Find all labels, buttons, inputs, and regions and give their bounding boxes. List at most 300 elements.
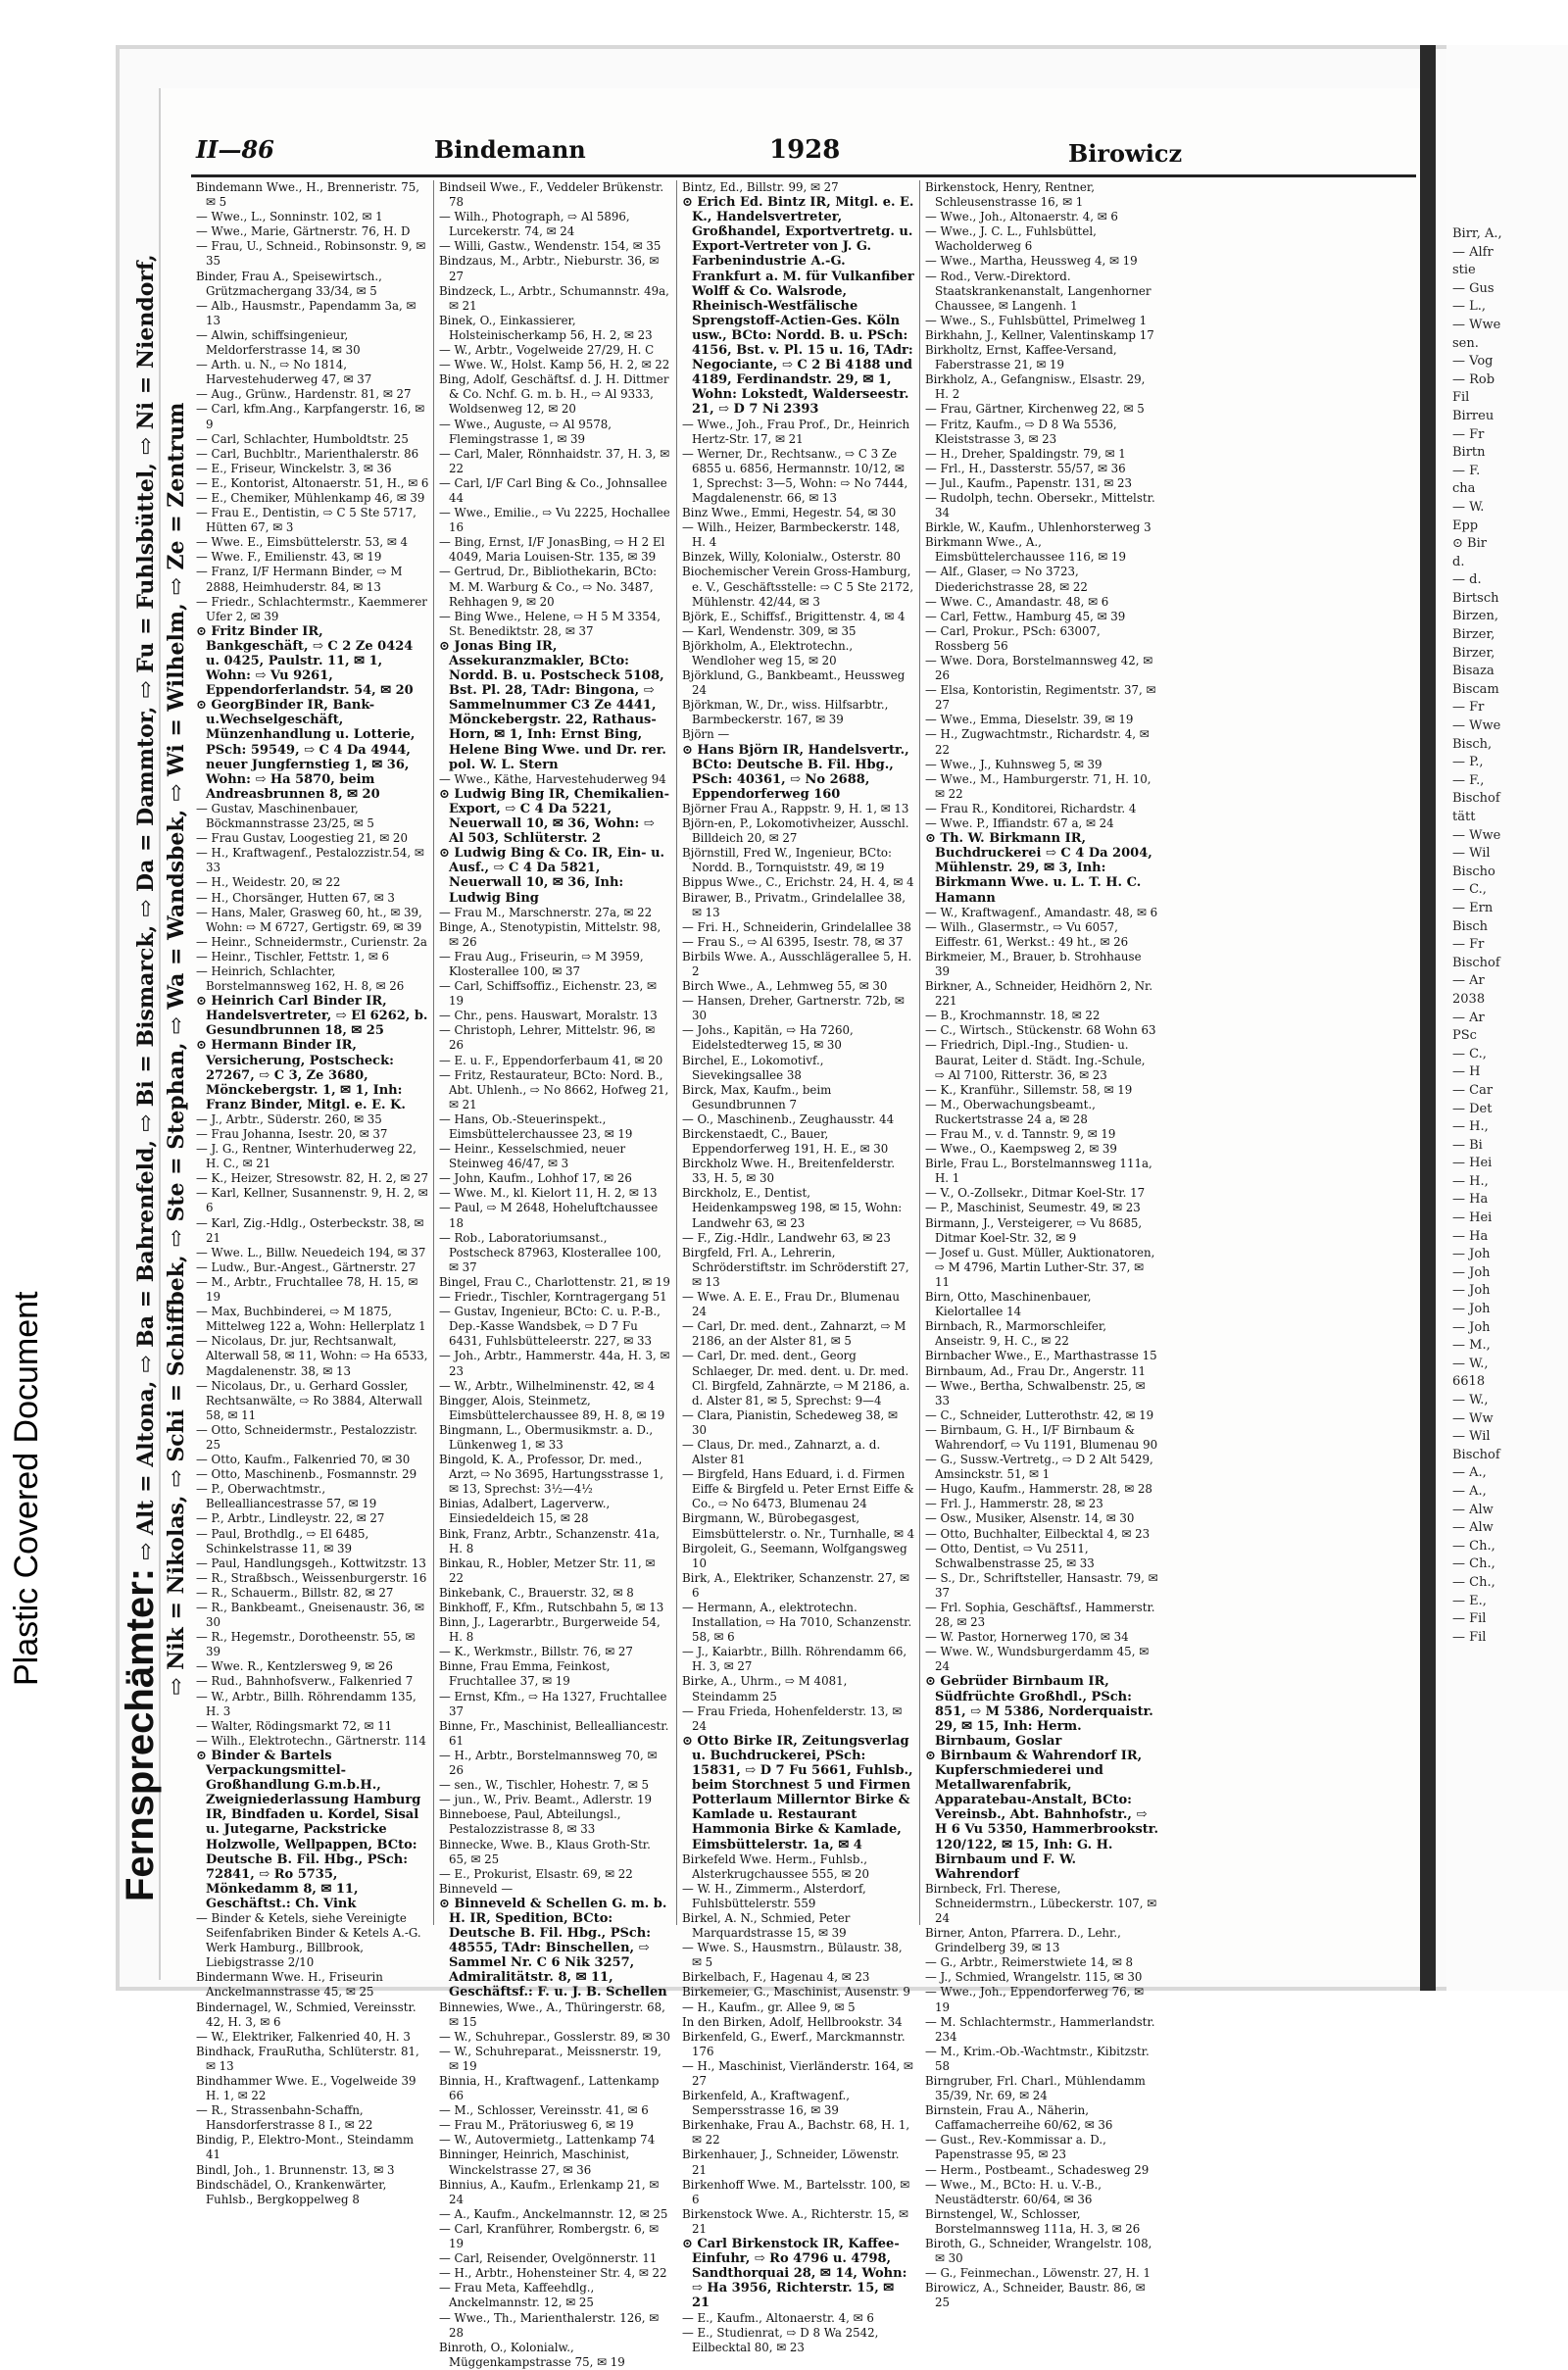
legend-line-2: ⇨ Nik = Nikolas, ⇨ Schi = Schiffbek, ⇨ Ste = Stephan, ⇨ Wa = Wandsbek, ⇨ Wi = Wilhelm, ⇨ Ze = Zentrum (164, 402, 189, 1696)
directory-entry: Birnstengel, W., Schlosser, Borstelmannsweg 111a, H. 3, ✉ 26 (925, 2206, 1141, 2236)
directory-entry: Binge, A., Stenotypistin, Mittelstr. 98, ✉ 26 (439, 919, 662, 949)
fragment-line: Birzen, (1452, 609, 1498, 624)
directory-entry: — John, Kaufm., Lohhof 17, ✉ 26 (439, 1171, 632, 1186)
directory-entry: — Paul, ⇨ M 2648, Hoheluftchaussee 18 (439, 1201, 659, 1230)
legend-line-1: ⇨ Alt = Altona, ⇨ Ba = Bahrenfeld, ⇨ Bi = Bismarck, ⇨ Da = Dammtor, ⇨ Fu = Fuhlsbüttel, ⇨ Ni = Niendorf, (133, 254, 159, 1561)
fragment-line: — W. (1452, 499, 1485, 515)
fragment-line: — Wwe (1452, 827, 1501, 843)
directory-entry: — V., O.-Zollsekr., Ditmar Koel-Str. 17 (925, 1186, 1146, 1201)
directory-entry: Bindernagel, W., Schmied, Vereinsstr. 42, H. 3, ✉ 6 (196, 2000, 416, 2029)
directory-entry: — Carl, Kranführer, Rombergstr. 6, ✉ 19 (439, 2221, 660, 2251)
directory-entry: — W., Schuhrepar., Gosslerstr. 89, ✉ 30 (439, 2029, 670, 2044)
directory-entry: Binninger, Heinrich, Maschinist, Winckelstrasse 27, ✉ 36 (439, 2148, 630, 2177)
fragment-line: — Alfr (1452, 244, 1494, 260)
directory-entry: ⊙ Jonas Bing IR, Assekuranzmakler, BCto: Nordd. B. u. Postscheck 5108, Bst. Pl. 28, TAdr: Bingona, ⇨ Sammelnummer C3 Ze 4441, Mönckebergstr. 22, Rathaus-Horn, ✉ 1, Inh: Ernst Bing, Helene Bing Wwe. und Dr. rer. pol. W. L. Stern (439, 638, 666, 772)
directory-entry: — G., Feinmechan., Löwenstr. 27, H. 1 (925, 2266, 1151, 2281)
directory-entry: Birawer, B., Privatm., Grindelallee 38, ✉ 13 (682, 890, 906, 919)
directory-entry: Birkemeier, G., Maschinist, Ausenstr. 9 (682, 1985, 910, 2000)
directory-entry: — Wwe., Emilie., ⇨ Vu 2225, Hochallee 16 (439, 506, 670, 535)
directory-entry: — W., Autovermietg., Lattenkamp 74 (439, 2133, 656, 2148)
fragment-line: — W., (1452, 1393, 1489, 1407)
directory-entry: — Carl, kfm.Ang., Karpfangerstr. 16, ✉ 9 (196, 402, 425, 431)
fragment-line: — Joh (1452, 1302, 1491, 1317)
directory-entry: — R., Strassenbahn-Schaffn, Hansdorferstrasse 8 I., ✉ 22 (196, 2103, 373, 2133)
directory-entry: — Wwe., Marie, Gärtnerstr. 76, H. D (196, 224, 411, 239)
directory-entry: Bindzaus, M., Arbtr., Nieburstr. 36, ✉ 27 (439, 254, 660, 283)
directory-entry: Birnbaum, Ad., Frau Dr., Angerstr. 11 (925, 1363, 1147, 1378)
directory-entry: — Wwe., Bertha, Schwalbenstr. 25, ✉ 33 (925, 1378, 1146, 1407)
fragment-line: Biscam (1452, 681, 1499, 697)
directory-entry: — Rob., Laboratoriumsanst., Postscheck 87963, Klosterallee 100, ✉ 37 (439, 1230, 662, 1274)
fragment-line: — Joh (1452, 1247, 1491, 1262)
fragment-line: Epp (1452, 518, 1479, 533)
directory-entry: — Hugo, Kaufm., Hammerstr. 28, ✉ 28 (925, 1482, 1152, 1497)
directory-entry: — Wwe. Dora, Borstelmannsweg 42, ✉ 26 (925, 654, 1153, 683)
directory-entry: — Alwin, schiffsingenieur, Meldorferstrasse 14, ✉ 30 (196, 327, 361, 358)
directory-entry: ⊙ Hermann Binder IR, Versicherung, Postscheck: 27267, ⇨ C 3, Ze 3680, Mönckebergstr. 1, ✉ 1, Inh: Franz Binder, Mitgl. e. E. K. (196, 1038, 406, 1112)
directory-entry: — Carl, Schiffsoffiz., Eichenstr. 23, ✉ 19 (439, 979, 657, 1009)
fragment-line: — d. (1452, 572, 1482, 588)
directory-entry: — R., Schauerm., Billstr. 82, ✉ 27 (196, 1585, 394, 1600)
directory-entry: — Wwe. F., Emilienstr. 43, ✉ 19 (196, 550, 382, 565)
directory-entry: — H., Maschinist, Vierländerstr. 164, ✉ 27 (682, 2058, 913, 2088)
directory-entry: Birnstein, Frau A., Näherin, Caffamacherreihe 60/62, ✉ 36 (925, 2103, 1113, 2133)
fragment-line: — Wil (1452, 846, 1491, 862)
directory-column-2 (439, 180, 672, 2369)
directory-entry: — Otto, Maschinenb., Fosmannstr. 29 (196, 1467, 417, 1482)
directory-entry: Bindl, Joh., 1. Brunnenstr. 13, ✉ 3 (196, 2162, 395, 2177)
directory-entry: Biochemischer Verein Gross-Hamburg, e. V., Geschäftsstelle: ⇨ C 5 Ste 2172, Mühlenstr. 42/44, ✉ 3 (682, 565, 914, 609)
directory-entry: Binias, Adalbert, Lagerverw., Einsiedeldeich 15, ✉ 28 (439, 1497, 611, 1526)
directory-entry: — Wwe., J. C. L., Fuhlsbüttel, Wacholderweg 6 (925, 224, 1097, 254)
fragment-line: — Joh (1452, 1283, 1491, 1299)
directory-entry: — Binder & Ketels, siehe Vereinigte Seifenfabriken Binder & Ketels A.-G. Werk Hamburg., Billbrook, Liebigstrasse 2/10 (196, 1910, 421, 1970)
fragment-line: Birtn (1452, 445, 1486, 461)
fragment-line: 6618 (1452, 1374, 1486, 1390)
directory-entry: — Carl, Buchbltr., Marienthalerstr. 86 (196, 446, 419, 461)
directory-entry: Birkenfeld, A., Kraftwagenf., Sempersstrasse 16, ✉ 39 (682, 2089, 851, 2118)
directory-entry: Binnecke, Wwe. B., Klaus Groth-Str. 65, ✉ 25 (439, 1837, 651, 1866)
directory-entry: — S., Dr., Schriftsteller, Hansastr. 79, ✉ 37 (925, 1570, 1158, 1600)
directory-entry: Björkman, W., Dr., wiss. Hilfsarbtr., Barmbeckerstr. 167, ✉ 39 (682, 698, 889, 727)
directory-entry: ⊙ Fritz Binder IR, Bankgeschäft, ⇨ C 2 Ze 0424 u. 0425, Paulstr. 11, ✉ 1, Wohn: ⇨ Vu 9261, Eppendorferlandstr. 54, ✉ 20 (196, 623, 414, 699)
directory-entry: ⊙ Hans Björn IR, Handelsvertr., BCto: Deutsche B. Fil. Hbg., PSch: 40361, ⇨ No 2688, Eppendorferweg 160 (682, 742, 909, 802)
directory-entry: — E., Studienrat, ⇨ D 8 Wa 2542, Eilbecktal 80, ✉ 23 (682, 2325, 879, 2354)
directory-entry: — E., Chemiker, Mühlenkamp 46, ✉ 39 (196, 490, 425, 505)
directory-entry: Birckenstaedt, C., Bauer, Eppendorferweg 191, H. E., ✉ 30 (682, 1127, 889, 1157)
directory-entry: — K., Heizer, Stresowstr. 82, H. 2, ✉ 27 (196, 1171, 428, 1186)
directory-entry: — H., Zugwachtmstr., Richardstr. 4, ✉ 22 (925, 727, 1150, 757)
directory-entry: — Wilh., Glasermstr., ⇨ Vu 6057, Eiffestr. 61, Werkst.: 49 ht., ✉ 26 (925, 919, 1129, 949)
directory-entry: Birle, Frau L., Borstelmannsweg 111a, H. 1 (925, 1157, 1152, 1186)
directory-entry: Birkenfeld, G., Ewerf., Marckmannstr. 176 (682, 2029, 906, 2058)
directory-entry: Binne, Frau Emma, Feinkost, Fruchtallee 37, ✉ 19 (439, 1659, 611, 1689)
directory-entry: Binnia, H., Kraftwagenf., Lattenkamp 66 (439, 2074, 660, 2103)
directory-entry: — Wwe., Käthe, Harvestehuderweg 94 (439, 771, 666, 786)
directory-entry: Bindzeck, L., Arbtr., Schumannstr. 49a, ✉ 21 (439, 283, 669, 313)
directory-entry: — H., Arbtr., Hohensteiner Str. 4, ✉ 22 (439, 2266, 667, 2281)
directory-entry: — Wilh., Heizer, Barmbeckerstr. 148, H. 4 (682, 520, 901, 550)
directory-entry: — Karl, Zig.-Hdlg., Osterbeckstr. 38, ✉ 21 (196, 1215, 424, 1245)
directory-entry: — Joh., Arbtr., Hammerstr. 44a, H. 3, ✉ 23 (439, 1349, 670, 1378)
directory-entry: — Wwe., Joh., Eppendorferweg 76, ✉ 19 (925, 1985, 1145, 2014)
directory-entry: — Frau, U., Schneid., Robinsonstr. 9, ✉ 35 (196, 239, 426, 269)
directory-entry: — Wilh., Photograph, ⇨ Al 5896, Lurcekerstr. 74, ✉ 24 (439, 210, 630, 239)
directory-entry: Binnewies, Wwe., A., Thüringerstr. 68, ✉ 15 (439, 2000, 665, 2029)
directory-entry: Björklund, G., Bankbeamt., Heussweg 24 (682, 668, 906, 698)
fragment-line: — Alw (1452, 1502, 1494, 1517)
directory-column-1 (196, 180, 429, 2206)
directory-entry: — Claus, Dr. med., Zahnarzt, a. d. Alster 81 (682, 1437, 881, 1467)
directory-entry: — Rud., Bahnhofsverw., Falkenried 7 (196, 1674, 414, 1689)
page-header (196, 135, 1411, 174)
directory-entry: Birkhahn, J., Kellner, Valentinskamp 17 (925, 327, 1154, 342)
page-reference: II—86 (196, 135, 274, 164)
directory-entry: Birkenstock Wwe. A., Richterstr. 15, ✉ 21 (682, 2206, 908, 2236)
directory-entry: ⊙ Gebrüder Birnbaum IR, Südfrüchte Großhdl., PSch: 851, ⇨ M 5386, Norderquaistr. 29, ✉ 15, Inh: Herm. Birnbaum, Goslar (925, 1674, 1153, 1749)
fragment-line: cha (1452, 481, 1476, 497)
directory-entry: Binn, J., Lagerarbtr., Burgerweide 54, H. 8 (439, 1615, 661, 1645)
directory-entry: Birnbacher Wwe., E., Marthastrasse 15 (925, 1349, 1157, 1363)
directory-entry: Binneveld — (439, 1881, 514, 1896)
directory-entry: — Wwe. L., Billw. Neuedeich 194, ✉ 37 (196, 1245, 426, 1259)
directory-entry: — M., Oberwachungsbeamt., Ruckertstrasse 24 a, ✉ 28 (925, 1097, 1096, 1126)
directory-entry: Binz Wwe., Emmi, Hegestr. 54, ✉ 30 (682, 506, 897, 520)
directory-entry: Bindig, P., Elektro-Mont., Steindamm 41 (196, 2133, 415, 2162)
directory-entry: Birke, A., Uhrm., ⇨ M 4081, Steindamm 25 (682, 1674, 848, 1703)
directory-entry: — Otto, Kaufm., Falkenried 70, ✉ 30 (196, 1453, 411, 1467)
directory-entry: — W., Arbtr., Vogelweide 27/29, H. C (439, 343, 655, 358)
directory-entry: Birnbach, R., Marmorschleifer, Anseistr. 9, H. C., ✉ 22 (925, 1319, 1107, 1349)
fragment-line: — Ha (1452, 1228, 1489, 1244)
directory-entry: — E., Kontorist, Altonaerstr. 51, H., ✉ 6 (196, 475, 429, 490)
directory-entry: — Wwe., Joh., Frau Prof., Dr., Heinrich Hertz-Str. 17, ✉ 21 (682, 417, 910, 446)
directory-entry: — Wwe., M., Hamburgerstr. 71, H. 10, ✉ 22 (925, 771, 1152, 801)
directory-entry: — Fritz, Restaurateur, BCto: Nord. B., Abt. Uhlenh., ⇨ No 8662, Hofweg 21, ✉ 21 (439, 1067, 669, 1111)
directory-entry: Björkholm, A., Elektrotechn., Wendloher weg 15, ✉ 20 (682, 638, 854, 667)
fragment-line: Birreu (1452, 408, 1494, 423)
directory-entry: — Wwe., Th., Marienthalerstr. 126, ✉ 28 (439, 2310, 660, 2340)
directory-entry: — Wwe. M., kl. Kielort 11, H. 2, ✉ 13 (439, 1186, 658, 1201)
directory-entry: — Wwe., S., Fuhlsbüttel, Primelweg 1 (925, 313, 1148, 327)
fragment-line: Birzer, (1452, 627, 1495, 643)
directory-entry: — Josef u. Gust. Müller, Auktionatoren, ⇨ M 4796, Martin Luther-Str. 37, ✉ 11 (925, 1245, 1155, 1289)
directory-entry: — Birnbaum, G. H., I/F Birnbaum & Wahrendorf, ⇨ Vu 1191, Blumenau 90 (925, 1422, 1158, 1452)
directory-entry: — Friedr., Tischler, Korntragergang 51 (439, 1290, 667, 1305)
directory-entry: — J., Schmied, Wrangelstr. 115, ✉ 30 (925, 1970, 1143, 1985)
directory-entry: Bingmann, L., Obermusikmstr. a. D., Lünkenweg 1, ✉ 33 (439, 1422, 654, 1452)
directory-entry: — Frl., H., Dassterstr. 55/57, ✉ 36 (925, 461, 1126, 475)
directory-entry: — Fritz, Kaufm., ⇨ D 8 Wa 5536, Kleiststrasse 3, ✉ 23 (925, 417, 1117, 446)
directory-entry: — Chr., pens. Hauswart, Moralstr. 13 (439, 1009, 658, 1023)
directory-entry: — Carl, Prokur., PSch: 63007, Rossberg 56 (925, 623, 1101, 653)
directory-entry: ⊙ Ludwig Bing IR, Chemikalien-Export, ⇨ C 4 Da 5221, Neuerwall 10, ✉ 36, Wohn: ⇨ Al 503, Schlüterstr. 2 (439, 786, 669, 847)
directory-entry: — Alb., Hausmstr., Papendamm 3a, ✉ 13 (196, 298, 416, 327)
directory-entry: — W., Elektriker, Falkenried 40, H. 3 (196, 2029, 411, 2044)
fragment-line: — Vog (1452, 354, 1494, 370)
directory-entry: — Wwe., O., Kaempsweg 2, ✉ 39 (925, 1142, 1117, 1157)
fragment-line: Bischof (1452, 955, 1500, 970)
fragment-line: — Fr (1452, 700, 1485, 716)
directory-entry: — Ludw., Bur.-Angest., Gärtnerstr. 27 (196, 1259, 416, 1274)
directory-entry: — Hermann, A., elektrotechn. Installation, ⇨ Ha 7010, Schanzenstr. 58, ✉ 6 (682, 1601, 912, 1645)
fragment-line: — M., (1452, 1338, 1491, 1354)
directory-entry: Birkel, A. N., Schmied, Peter Marquardstrasse 15, ✉ 39 (682, 1910, 851, 1941)
directory-entry: Birkner, A., Schneider, Heidhörn 2, Nr. 221 (925, 979, 1153, 1009)
directory-entry: — Paul, Brothdlg., ⇨ El 6485, Schinkelstrasse 11, ✉ 39 (196, 1526, 369, 1555)
directory-entry: Birkenhauer, J., Schneider, Löwenstr. 21 (682, 2148, 900, 2177)
directory-entry: — Werner, Dr., Rechtsanw., ⇨ C 3 Ze 6855 u. 6856, Hermannstr. 10/12, ✉ 1, Sprechst: 3—5, Wohn: ⇨ No 7444, Magdalenenstr. 66, ✉ 13 (682, 446, 908, 505)
directory-year: 1928 (769, 135, 841, 165)
directory-entry: Binneboese, Paul, Abteilungsl., Pestalozzistrasse 8, ✉ 33 (439, 1807, 621, 1837)
directory-entry: — H., Chorsänger, Hutten 67, ✉ 3 (196, 890, 395, 905)
fragment-line: — C., (1452, 1046, 1487, 1062)
fragment-line: Bischof (1452, 791, 1500, 807)
directory-entry: — G., Sussw.-Vertretg., ⇨ D 2 Alt 5429, Amsinckstr. 51, ✉ 1 (925, 1453, 1153, 1482)
directory-entry: Bindseil Wwe., F., Veddeler Brükenstr. 78 (439, 180, 664, 210)
fragment-line: — Gus (1452, 280, 1494, 296)
directory-entry: — Wwe., L., Sonninstr. 102, ✉ 1 (196, 210, 383, 224)
directory-entry: — Franz, I/F Hermann Binder, ⇨ M 2888, Heimhuderstr. 84, ✉ 13 (196, 565, 403, 594)
fragment-line: — Ch., (1452, 1574, 1495, 1590)
directory-entry: — Gustav, Maschinenbauer, Böckmannstrasse 23/25, ✉ 5 (196, 801, 374, 831)
fragment-line: Bisch (1452, 918, 1489, 934)
directory-entry: — Wwe. C., Amandastr. 48, ✉ 6 (925, 594, 1109, 609)
fragment-line: — Hei (1452, 1210, 1493, 1226)
directory-entry: — Frau M., Marschnerstr. 27a, ✉ 22 (439, 905, 653, 919)
fragment-line: Bisch, (1452, 736, 1493, 752)
directory-entry: — Hansen, Dreher, Gartnerstr. 72b, ✉ 30 (682, 994, 905, 1023)
directory-entry: — Wwe., Auguste, ⇨ Al 9578, Flemingstrasse 1, ✉ 39 (439, 417, 612, 446)
directory-entry: — Otto, Buchhalter, Eilbecktal 4, ✉ 23 (925, 1526, 1151, 1541)
directory-entry: Birch Wwe., A., Lehmweg 55, ✉ 30 (682, 979, 888, 994)
directory-entry: — O., Maschinenb., Zeughausstr. 44 (682, 1111, 895, 1126)
directory-entry: Birkle, W., Kaufm., Uhlenhorsterweg 3 (925, 520, 1152, 535)
directory-entry: — Wwe. A. E. E., Frau Dr., Blumenau 24 (682, 1290, 900, 1319)
directory-entry: — Max, Buchbinderei, ⇨ M 1875, Mittelweg 122 a, Wohn: Hellerplatz 1 (196, 1305, 426, 1334)
directory-entry: — Carl, Dr. med. dent., Zahnarzt, ⇨ M 2186, an der Alster 81, ✉ 5 (682, 1319, 906, 1349)
fragment-line: — Rob (1452, 371, 1495, 387)
directory-entry: Björn-en, P., Lokomotivheizer, Ausschl. Billdeich 20, ✉ 27 (682, 816, 909, 846)
directory-entry: — Carl, Schlachter, Humboldtstr. 25 (196, 431, 409, 446)
directory-entry: Birgmann, W., Bürobegasgest, Eimsbüttelerstr. o. Nr., Turnhalle, ✉ 4 (682, 1511, 915, 1541)
directory-entry: Birkholtz, Ernst, Kaffee-Versand, Faberstrasse 21, ✉ 19 (925, 343, 1117, 372)
directory-entry: Bindemann Wwe., H., Brenneristr. 75, ✉ 5 (196, 180, 420, 210)
fragment-line: — Fr (1452, 937, 1485, 953)
column-divider (919, 180, 920, 1925)
directory-entry: Binek, O., Einkassierer, Holsteinischerkamp 56, H. 2, ✉ 23 (439, 313, 653, 342)
directory-entry: — P., Arbtr., Lindleystr. 22, ✉ 27 (196, 1511, 385, 1526)
directory-entry: Birkholz, A., Gefangnisw., Elsastr. 29, H. 2 (925, 372, 1146, 402)
directory-entry: Bintz, Ed., Billstr. 99, ✉ 27 (682, 180, 839, 194)
directory-entry: — M., Krim.-Ob.-Wachtmstr., Kibitzstr. 58 (925, 2044, 1150, 2073)
fragment-line: — A., (1452, 1465, 1487, 1481)
fragment-line: — F. (1452, 463, 1481, 478)
directory-entry: — Birgfeld, Hans Eduard, i. d. Firmen Eiffe & Birgfeld u. Peter Ernst Eiffe & Co., ⇨ No 6473, Blumenau 24 (682, 1467, 914, 1511)
directory-entry: Biroth, G., Schneider, Wrangelstr. 108, ✉ 30 (925, 2237, 1152, 2266)
directory-entry: — Christoph, Lehrer, Mittelstr. 96, ✉ 26 (439, 1023, 656, 1053)
directory-entry: — Karl, Kellner, Susannenstr. 9, H. 2, ✉ 6 (196, 1186, 428, 1215)
directory-entry: Birbils Wwe. A., Ausschlägerallee 5, H. 2 (682, 949, 912, 978)
fragment-line: — H (1452, 1064, 1481, 1080)
directory-column-3 (682, 180, 915, 2354)
directory-entry: ⊙ Heinrich Carl Binder IR, Handelsvertreter, ⇨ El 6262, b. Gesundbrunnen 18, ✉ 25 (196, 994, 428, 1039)
directory-entry: Bindermann Wwe. H., Friseurin Anckelmannstrasse 45, ✉ 25 (196, 1970, 383, 2000)
directory-entry: — Heinr., Schneidermstr., Curienstr. 2a (196, 934, 427, 949)
directory-entry: — H., Arbtr., Borstelmannsweg 70, ✉ 26 (439, 1748, 658, 1778)
directory-entry: — P., Maschinist, Seumestr. 49, ✉ 23 (925, 1201, 1141, 1215)
directory-entry: Birkmann Wwe., A., Eimsbüttelerchaussee 116, ✉ 19 (925, 535, 1126, 565)
directory-entry: — Otto, Schneidermstr., Pestalozzistr. 25 (196, 1422, 417, 1452)
document-type-label: Plastic Covered Document (8, 1291, 45, 1686)
fragment-line: Birtsch (1452, 590, 1499, 606)
fragment-line: — Ch., (1452, 1538, 1495, 1554)
directory-entry: — C., Wirtsch., Stückenstr. 68 Wohn 63 (925, 1023, 1156, 1038)
directory-entry: — Hans, Ob.-Steuerinspekt., Eimsbüttelerchaussee 23, ✉ 19 (439, 1111, 633, 1141)
directory-entry: Bingger, Alois, Steinmetz, Eimsbüttelerchaussee 89, H. 8, ✉ 19 (439, 1393, 665, 1422)
directory-entry: — Wwe., M., BCto: H. u. V.-B., Neustädterstr. 60/64, ✉ 36 (925, 2177, 1102, 2206)
directory-entry: — Jul., Kaufm., Papenstr. 131, ✉ 23 (925, 475, 1133, 490)
fragment-line: ⊙ Bir (1452, 536, 1487, 552)
last-entry-heading: Birowicz (1068, 139, 1183, 168)
fragment-line: — E., (1452, 1593, 1487, 1608)
directory-entry: ⊙ Binder & Bartels Verpackungsmittel-Großhandlung G.m.b.H., Zweigniederlassung Hamburg IR, Bindfaden u. Kordel, Sisal u. Jutegarne, Packstricke Holzwolle, Wellpappen, BCto: Deutsche B. Fil. Hbg., PSch: 72841, ⇨ Ro 5735, Mönkedamm 8, ✉ 11, Geschäftst.: Ch. Vink (196, 1748, 421, 1911)
directory-entry: Binkebank, C., Brauerstr. 32, ✉ 8 (439, 1585, 634, 1600)
directory-entry: — Wilh., Elektrotechn., Gärtnerstr. 114 (196, 1733, 426, 1748)
directory-entry: — jun., W., Priv. Beamt., Adlerstr. 19 (439, 1793, 653, 1807)
fragment-line: — Ar (1452, 1010, 1485, 1025)
directory-entry: — Frau Johanna, Isestr. 20, ✉ 37 (196, 1127, 388, 1141)
directory-entry: — Clara, Pianistin, Schedeweg 38, ✉ 30 (682, 1407, 898, 1437)
directory-entry: — Johs., Kapitän, ⇨ Ha 7260, Eidelstedterweg 15, ✉ 30 (682, 1023, 854, 1053)
directory-entry: Bindhammer Wwe. E., Vogelweide 39 H. 1, ✉ 22 (196, 2074, 416, 2103)
directory-entry: — Frau, Gärtner, Kirchenweg 22, ✉ 5 (925, 402, 1145, 417)
directory-entry: — sen., W., Tischler, Hohestr. 7, ✉ 5 (439, 1778, 649, 1793)
directory-entry: — Wwe. E., Eimsbüttelerstr. 53, ✉ 4 (196, 535, 409, 550)
directory-entry: — H., Dreher, Spaldingstr. 79, ✉ 1 (925, 446, 1126, 461)
directory-entry: — Willi, Gastw., Wendenstr. 154, ✉ 35 (439, 239, 662, 254)
directory-entry: Binne, Fr., Maschinist, Bellealliancestr. 61 (439, 1718, 669, 1748)
directory-entry: — Bing Wwe., Helene, ⇨ H 5 M 3354, St. Benediktstr. 28, ✉ 37 (439, 609, 661, 638)
directory-entry: — Wwe., Emma, Dieselstr. 39, ✉ 19 (925, 713, 1134, 727)
page-gutter (1420, 45, 1436, 1991)
directory-entry: Birkenhake, Frau A., Bachstr. 68, H. 1, ✉ 22 (682, 2118, 910, 2148)
fragment-line: Birzer, (1452, 645, 1495, 661)
directory-entry: Björk, E., Schiffsf., Brigittenstr. 4, ✉ 4 (682, 609, 906, 623)
directory-entry: — Heinrich, Schlachter, Borstelmannsweg 162, H. 8, ✉ 26 (196, 963, 405, 994)
directory-entry: — M., Schlosser, Vereinsstr. 41, ✉ 6 (439, 2103, 649, 2118)
directory-entry: — H., Weidestr. 20, ✉ 22 (196, 875, 341, 890)
fragment-line: — H., (1452, 1119, 1489, 1135)
directory-entry: — J., Kaiarbtr., Billh. Röhrendamm 66, H. 3, ✉ 27 (682, 1645, 907, 1674)
directory-entry: Binnius, A., Kaufm., Erlenkamp 21, ✉ 24 (439, 2177, 660, 2206)
directory-entry: Birmann, J., Versteigerer, ⇨ Vu 8685, Ditmar Koel-Str. 32, ✉ 9 (925, 1215, 1143, 1245)
directory-entry: — Carl, I/F Carl Bing & Co., Johnsallee 44 (439, 475, 667, 505)
directory-column-4 (925, 180, 1158, 2310)
header-rule (191, 174, 1416, 177)
directory-entry: — Hans, Maler, Grasweg 60, ht., ✉ 39, Wohn: ⇨ M 6727, Gertigstr. 69, ✉ 39 (196, 905, 422, 934)
column-divider (676, 180, 677, 1925)
fragment-line: — Fil (1452, 1629, 1487, 1645)
directory-entry: Binzek, Willy, Kolonialw., Osterstr. 80 (682, 550, 902, 565)
directory-entry: — Nicolaus, Dr., u. Gerhard Gossler, Rechtsanwälte, ⇨ Ro 3884, Alterwall 58, ✉ 11 (196, 1378, 422, 1422)
fragment-line: PSc (1452, 1028, 1477, 1044)
directory-entry: Birkefeld Wwe. Herm., Fuhlsb., Alsterkrugchaussee 555, ✉ 20 (682, 1852, 869, 1881)
directory-entry: Birowicz, A., Schneider, Baustr. 86, ✉ 25 (925, 2281, 1146, 2310)
fragment-line: — Ww (1452, 1410, 1494, 1426)
directory-entry: — R., Straßbsch., Weissenburgerstr. 16 (196, 1570, 427, 1585)
fragment-line: — Ern (1452, 900, 1494, 915)
directory-entry: — Frau S., ⇨ Al 6395, Isestr. 78, ✉ 37 (682, 934, 904, 949)
directory-entry: Binkhoff, F., Kfm., Rutschbahn 5, ✉ 13 (439, 1601, 664, 1614)
directory-entry: Binroth, O., Kolonialw., Müggenkampstrasse 75, ✉ 19 (439, 2340, 625, 2369)
directory-entry: — Alf., Glaser, ⇨ No 3723, Diederichstrasse 28, ✉ 22 (925, 565, 1088, 594)
directory-entry: — Herm., Postbeamt., Schadesweg 29 (925, 2162, 1150, 2177)
directory-entry: — Ernst, Kfm., ⇨ Ha 1327, Fruchtallee 37 (439, 1689, 667, 1718)
directory-entry: Björner Frau A., Rappstr. 9, H. 1, ✉ 13 (682, 801, 909, 815)
directory-entry: — Wwe., J., Kuhnsweg 5, ✉ 39 (925, 757, 1102, 771)
fragment-line: 2038 (1452, 991, 1486, 1007)
directory-entry: — J., Arbtr., Süderstr. 260, ✉ 35 (196, 1111, 382, 1126)
directory-entry: ⊙ Carl Birkenstock IR, Kaffee-Einfuhr, ⇨ Ro 4796 u. 4798, Sandthorquai 28, ✉ 14, Wohn: ⇨ Ha 3956, Richterstr. 15, ✉ 21 (682, 2237, 907, 2311)
fragment-line: — Joh (1452, 1319, 1491, 1335)
directory-entry: — W. Pastor, Hornerweg 170, ✉ 34 (925, 1630, 1129, 1645)
directory-entry: Birgfeld, Frl. A., Lehrerin, Schröderstiftstr. im Schröderstift 27, ✉ 13 (682, 1245, 909, 1289)
fragment-line: — F., (1452, 772, 1485, 788)
directory-entry: Birkmeier, M., Brauer, b. Strohhause 39 (925, 949, 1142, 978)
fragment-line: — Fil (1452, 1611, 1487, 1627)
fragment-line: Fil (1452, 390, 1470, 406)
directory-entry: — Aug., Grünw., Hardenstr. 81, ✉ 27 (196, 387, 412, 402)
directory-entry: — Wwe. W., Holst. Kamp 56, H. 2, ✉ 22 (439, 358, 670, 372)
directory-entry: — Rod., Verw.-Direktord. Staatskrankenanstalt, Langenhorner Chaussee, ✉ Langenh. 1 (925, 269, 1152, 313)
legend-title: Fernsprechämter: (119, 1567, 162, 1901)
directory-entry: ⊙ Th. W. Birkmann IR, Buchdruckerei ⇨ C 4 Da 2004, Mühlenstr. 29, ✉ 3, Inh: Birkmann Wwe. u. L. T. H. C. Hamann (925, 831, 1152, 906)
directory-entry: — Frau Meta, Kaffeehdlg., Anckelmannstr. 12, ✉ 25 (439, 2281, 595, 2310)
directory-entry: ⊙ Erich Ed. Bintz IR, Mitgl. e. E. K., Handelsvertreter, Großhandel, Exportvertretg. u. Export-Vertreter von J. G. Farbenindustrie A.-G. Frankfurt a. M. für Vulkanfiber Wolff & Co. Walsrode, Rheinisch-Westfälische Sprengstoff-Actien-Ges. Köln usw., BCto: Nordd. B. u. PSch: 4156, Bst. v. Pl. 15 u. 16, TAdr: Negociante, ⇨ C 2 Bi 4188 und 4189, Ferdinandstr. 29, ✉ 1, Wohn: Lokstedt, Walderseestr. 21, ⇨ D 7 Ni 2393 (682, 195, 914, 418)
directory-entry: ⊙ Binneveld & Schellen G. m. b. H. IR, Spedition, BCto: Deutsche B. Fil. Hbg., PSch: 48555, TAdr: Binschellen, ⇨ Sammel Nr. C 6 Nik 3257, Admiralitätstr. 8, ✉ 11, Geschäftsf.: F. u. J. B. Schellen (439, 1896, 667, 2000)
directory-entry: Bingel, Frau C., Charlottenstr. 21, ✉ 19 (439, 1274, 670, 1289)
directory-entry: — Wwe. R., Kentzlersweg 9, ✉ 26 (196, 1659, 393, 1674)
directory-entry: — F., Zig.-Hdlr., Landwehr 63, ✉ 23 (682, 1230, 891, 1245)
fragment-line: — Hei (1452, 1156, 1493, 1171)
directory-entry: — Friedrich, Dipl.-Ing., Studien- u. Baurat, Leiter d. Städt. Ing.-Schule, ⇨ Al 7100, Ritterstr. 36, ✉ 23 (925, 1038, 1146, 1082)
directory-entry: — G., Arbtr., Reimerstwiete 14, ✉ 8 (925, 1955, 1134, 1970)
directory-entry: Bindschädel, O., Krankenwärter, Fuhlsb., Bergkoppelweg 8 (196, 2177, 387, 2206)
fragment-line: — Ch., (1452, 1556, 1495, 1572)
fragment-line: Bischo (1452, 864, 1495, 879)
directory-entry: ⊙ Birnbaum & Wahrendorf IR, Kupferschmiederei und Metallwarenfabrik, Apparatebau-Anstalt, BCto: Vereinsb., Abt. Bahnhofstr., ⇨ H 6 Vu 5350, Hammerbrookstr. 120/122, ✉ 15, Inh: G. H. Birnbaum und F. W. Wahrendorf (925, 1748, 1158, 1882)
directory-entry: — W., Arbtr., Wilhelminenstr. 42, ✉ 4 (439, 1378, 656, 1393)
directory-entry: — Nicolaus, Dr. jur, Rechtsanwalt, Alterwall 58, ✉ 11, Wohn: ⇨ Ha 6533, Magdalenenstr. 38, ✉ 13 (196, 1334, 428, 1378)
directory-entry: Birckholz, E., Dentist, Heidenkampsweg 198, ✉ 15, Wohn: Landwehr 63, ✉ 23 (682, 1186, 903, 1230)
directory-entry: — J. G., Rentner, Winterhuderweg 22, H. C., ✉ 21 (196, 1142, 416, 1171)
directory-entry: — Heinr., Kesselschmied, neuer Steinweg 46/47, ✉ 3 (439, 1142, 626, 1171)
directory-entry: — Wwe. S., Hausmstrn., Bülaustr. 38, ✉ 5 (682, 1941, 903, 1970)
fragment-line: — Alw (1452, 1520, 1494, 1536)
directory-entry: Birk, A., Elektriker, Schanzenstr. 27, ✉ 6 (682, 1570, 909, 1600)
directory-entry: — Carl, Fettw., Hamburg 45, ✉ 39 (925, 609, 1126, 623)
directory-entry: — W., Kraftwagenf., Amandastr. 48, ✉ 6 (925, 905, 1158, 919)
directory-entry: — E. u. F., Eppendorferbaum 41, ✉ 20 (439, 1053, 663, 1067)
fragment-line: — Ar (1452, 973, 1485, 989)
fragment-line: stie (1452, 263, 1476, 278)
directory-entry: ⊙ GeorgBinder IR, Bank-u.Wechselgeschäft, Münzenhandlung u. Lotterie, PSch: 59549, ⇨ C 4 Da 4944, neuer Jungfernstieg 1, ✉ 36, Wohn: ⇨ Ha 5870, beim Andreasbrunnen 8, ✉ 20 (196, 698, 416, 802)
directory-entry: — Otto, Dentist, ⇨ Vu 2511, Schwalbenstrasse 25, ✉ 33 (925, 1541, 1095, 1570)
directory-entry: — Gust., Rev.-Kommissar a. D., Papenstrasse 95, ✉ 23 (925, 2133, 1106, 2162)
directory-entry: — Frl. J., Hammerstr. 28, ✉ 23 (925, 1497, 1103, 1511)
directory-entry: Birner, Anton, Pfarrera. D., Lehr., Grindelberg 39, ✉ 13 (925, 1926, 1121, 1955)
